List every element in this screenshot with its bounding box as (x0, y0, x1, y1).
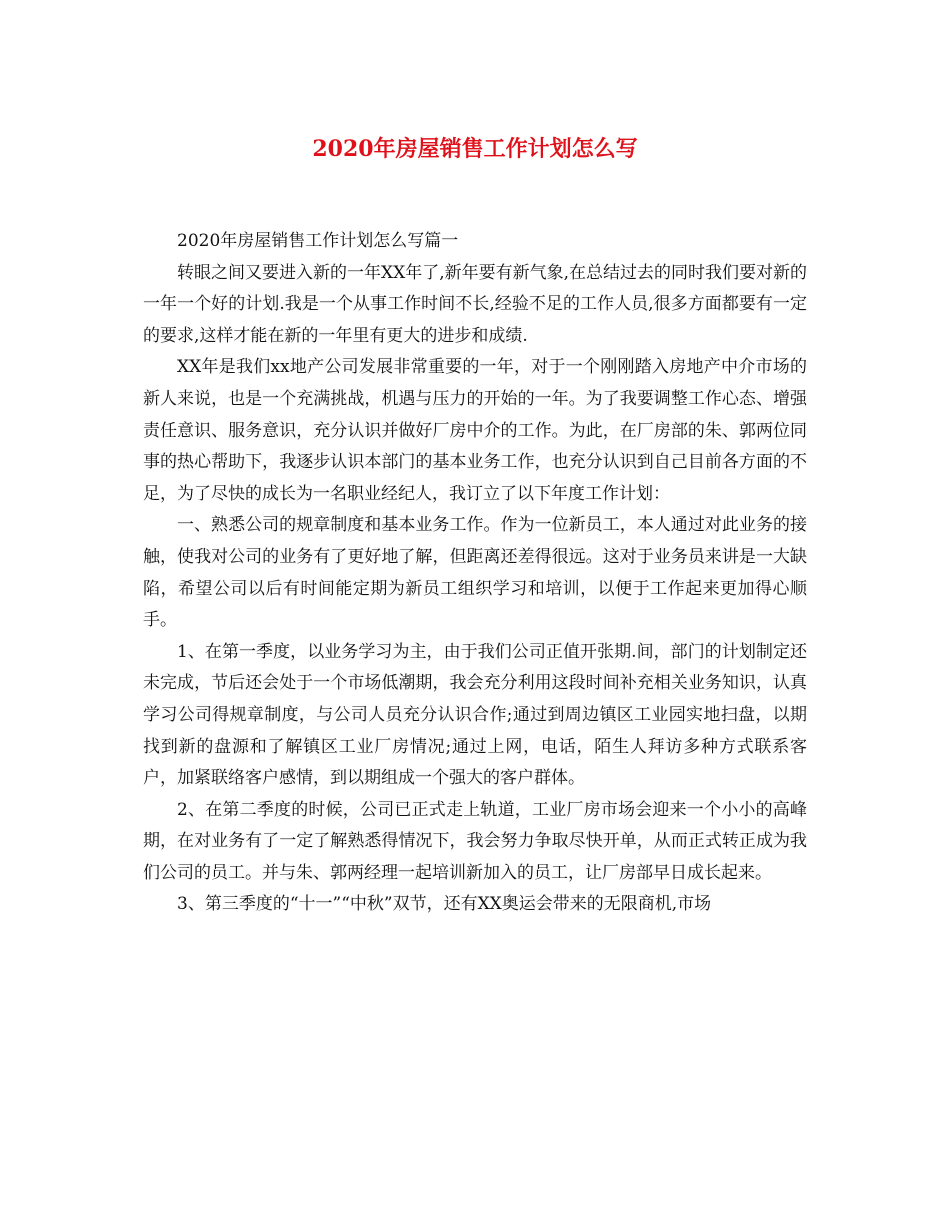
paragraph: 1、在第一季度，以业务学习为主，由于我们公司正值开张期.间，部门的计划制定还未完成，节后还会处于一个市场低潮期，我会充分利用这段时间补充相关业务知识，认真学习公司得规章制度，与公司人员充分认识合作;通过到周边镇区工业园实地扫盘，以期找到新的盘源和了解镇区工业厂房情况;通过上网，电话，陌生人拜访多种方式联系客户，加紧联络客户感情，到以期组成一个强大的客户群体。 (143, 641, 807, 789)
document-body (143, 226, 807, 921)
paragraph: XX年是我们xx地产公司发展非常重要的一年，对于一个刚刚踏入房地产中介市场的新人来说，也是一个充满挑战，机遇与压力的开始的一年。为了我要调整工作心态、增强责任意识、服务意识，充分认识并做好厂房中介的工作。为此，在厂房部的朱、郭两位同事的热心帮助下，我逐步认识本部门的基本业务工作，也充分认识到自己目前各方面的不足，为了尽快的成长为一名职业经纪人，我订立了以下年度工作计划： (143, 357, 807, 504)
section-heading: 2020年房屋销售工作计划怎么写篇一 (177, 231, 459, 251)
paragraph: 3、第三季度的“十一”“中秋”双节，还有XX奥运会带来的无限商机,市场 (177, 894, 712, 915)
paragraph: 一、熟悉公司的规章制度和基本业务工作。作为一位新员工，本人通过对此业务的接触，使我对公司的业务有了更好地了解，但距离还差得很远。这对于业务员来讲是一大缺陷，希望公司以后有时间能定期为新员工组织学习和培训，以便于工作起来更加得心顺手。 (143, 515, 807, 631)
paragraph: 转眼之间又要进入新的一年XX年了,新年要有新气象,在总结过去的同时我们要对新的一年一个好的计划.我是一个从事工作时间不长,经验不足的工作人员,很多方面都要有一定的要求,这样才能在新的一年里有更大的进步和成绩. (143, 262, 808, 346)
document-title: 2020年房屋销售工作计划怎么写 (312, 136, 638, 162)
paragraph: 2、在第二季度的时候，公司已正式走上轨道，工业厂房市场会迎来一个小小的高峰期，在对业务有了一定了解熟悉得情况下，我会努力争取尽快开单，从而正式转正成为我们公司的员工。并与朱、郭两经理一起培训新加入的员工，让厂房部早日成长起来。 (143, 799, 807, 883)
